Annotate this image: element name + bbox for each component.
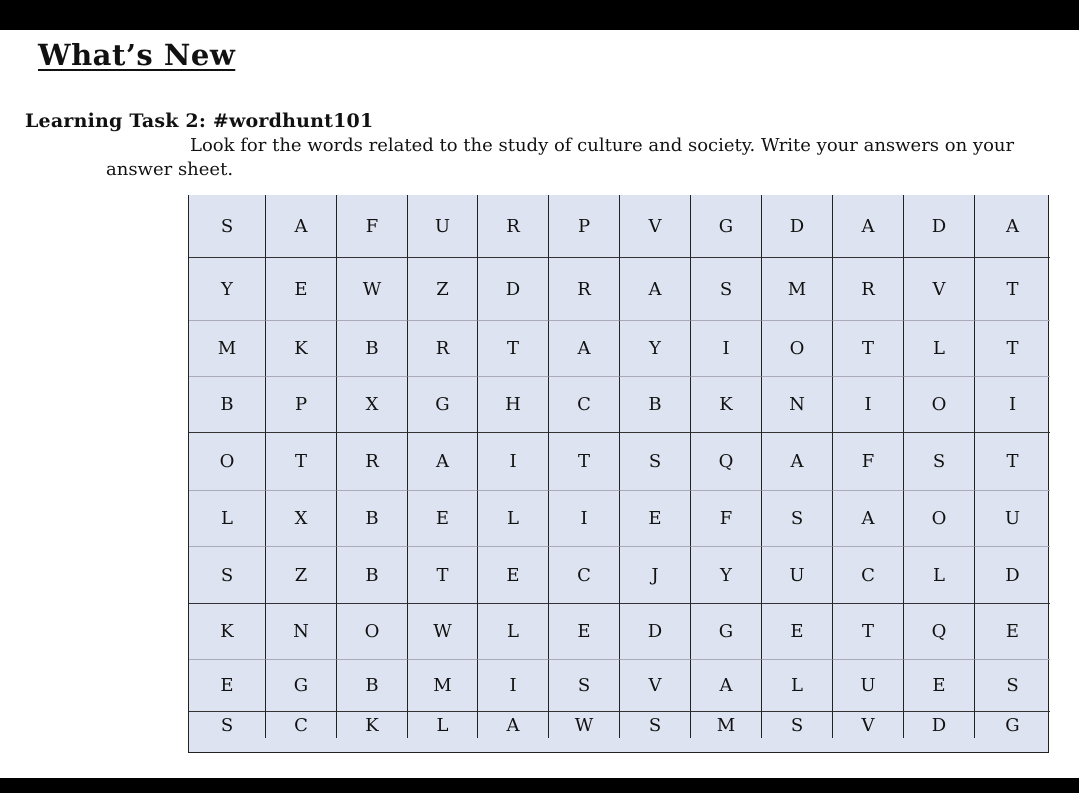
grid-cell: O bbox=[189, 433, 266, 491]
grid-cell: T bbox=[478, 321, 549, 377]
grid-cell: I bbox=[833, 377, 904, 433]
grid-cell: W bbox=[549, 712, 620, 738]
grid-cell: V bbox=[833, 712, 904, 738]
grid-cell: I bbox=[975, 377, 1050, 433]
grid-cell: M bbox=[189, 321, 266, 377]
grid-cell: U bbox=[408, 195, 478, 258]
grid-cell: Y bbox=[189, 258, 266, 321]
grid-cell: E bbox=[266, 258, 337, 321]
grid-cell: R bbox=[408, 321, 478, 377]
grid-cell: T bbox=[408, 547, 478, 604]
grid-cell: D bbox=[478, 258, 549, 321]
grid-cell: Q bbox=[904, 604, 975, 660]
grid-cell: R bbox=[833, 258, 904, 321]
grid-cell: S bbox=[904, 433, 975, 491]
grid-cell: B bbox=[189, 377, 266, 433]
grid-cell: M bbox=[762, 258, 833, 321]
grid-cell: E bbox=[762, 604, 833, 660]
grid-cell: L bbox=[478, 491, 549, 547]
grid-cell: D bbox=[975, 547, 1050, 604]
grid-cell: B bbox=[337, 547, 408, 604]
grid-cell: X bbox=[266, 491, 337, 547]
grid-cell: A bbox=[408, 433, 478, 491]
grid-cell: Z bbox=[408, 258, 478, 321]
grid-cell: D bbox=[762, 195, 833, 258]
grid-cell: D bbox=[904, 195, 975, 258]
grid-cell: U bbox=[975, 491, 1050, 547]
grid-cell: C bbox=[833, 547, 904, 604]
grid-cell: L bbox=[408, 712, 478, 738]
grid-cell: T bbox=[833, 321, 904, 377]
grid-cell: U bbox=[833, 660, 904, 712]
grid-cell: E bbox=[189, 660, 266, 712]
grid-cell: K bbox=[189, 604, 266, 660]
grid-cell: A bbox=[975, 195, 1050, 258]
grid-cell: A bbox=[762, 433, 833, 491]
grid-cell: Y bbox=[620, 321, 691, 377]
grid-cell: R bbox=[549, 258, 620, 321]
grid-cell: A bbox=[266, 195, 337, 258]
grid-cell: S bbox=[620, 712, 691, 738]
grid-cell: G bbox=[691, 604, 762, 660]
grid-cell: E bbox=[975, 604, 1050, 660]
grid-cell: M bbox=[408, 660, 478, 712]
grid-cell: E bbox=[620, 491, 691, 547]
grid-cell: C bbox=[549, 377, 620, 433]
grid-cell: W bbox=[408, 604, 478, 660]
grid-cell: T bbox=[833, 604, 904, 660]
grid-cell: P bbox=[266, 377, 337, 433]
grid-cell: O bbox=[904, 377, 975, 433]
grid-cell: V bbox=[904, 258, 975, 321]
grid-cell: N bbox=[762, 377, 833, 433]
grid-cell: E bbox=[904, 660, 975, 712]
grid-cell: S bbox=[691, 258, 762, 321]
grid-cell: W bbox=[337, 258, 408, 321]
grid-cell: O bbox=[762, 321, 833, 377]
grid-cell: T bbox=[975, 433, 1050, 491]
grid-cell: R bbox=[478, 195, 549, 258]
grid-cell: S bbox=[762, 491, 833, 547]
grid-cell: H bbox=[478, 377, 549, 433]
grid-cell: T bbox=[975, 258, 1050, 321]
grid-cell: X bbox=[337, 377, 408, 433]
task-title: Learning Task 2: #wordhunt101 bbox=[25, 110, 374, 132]
grid-cell: K bbox=[691, 377, 762, 433]
top-black-bar bbox=[0, 0, 1079, 30]
grid-cell: E bbox=[549, 604, 620, 660]
grid-cell: G bbox=[1005, 714, 1020, 736]
grid-cell: K bbox=[266, 321, 337, 377]
grid-cell: G bbox=[691, 195, 762, 258]
grid-cell: L bbox=[478, 604, 549, 660]
grid-cell: C bbox=[266, 712, 337, 738]
grid-cell: I bbox=[478, 660, 549, 712]
instructions-text: Look for the words related to the study of culture and society. Write your answers on your answer sheet. bbox=[106, 135, 1015, 180]
grid-cell: A bbox=[691, 660, 762, 712]
grid-cell: M bbox=[691, 712, 762, 738]
grid-cell: N bbox=[266, 604, 337, 660]
grid-cell: G bbox=[266, 660, 337, 712]
grid-cell: E bbox=[478, 547, 549, 604]
grid-cell: S bbox=[975, 660, 1050, 712]
grid-cell: F bbox=[337, 195, 408, 258]
grid-cell: V bbox=[620, 195, 691, 258]
grid-cell: F bbox=[691, 491, 762, 547]
grid-cell: U bbox=[762, 547, 833, 604]
grid-cell: Q bbox=[691, 433, 762, 491]
grid-cell: D bbox=[620, 604, 691, 660]
grid-cell: I bbox=[691, 321, 762, 377]
grid-cell: C bbox=[549, 547, 620, 604]
grid-cell: Y bbox=[691, 547, 762, 604]
grid-cell: L bbox=[904, 547, 975, 604]
grid-cell: S bbox=[189, 712, 266, 738]
grid-cell: S bbox=[620, 433, 691, 491]
word-search-grid bbox=[188, 195, 1049, 753]
grid-cell: B bbox=[620, 377, 691, 433]
grid-cell: L bbox=[762, 660, 833, 712]
grid-cell: I bbox=[478, 433, 549, 491]
grid-cell: A bbox=[833, 195, 904, 258]
grid-cell: P bbox=[549, 195, 620, 258]
grid-cell: S bbox=[189, 547, 266, 604]
grid-cell: S bbox=[549, 660, 620, 712]
grid-cell: L bbox=[189, 491, 266, 547]
grid-cell: E bbox=[408, 491, 478, 547]
grid-cell: S bbox=[762, 712, 833, 738]
grid-cell: V bbox=[620, 660, 691, 712]
grid-cell: B bbox=[337, 660, 408, 712]
grid-cell: L bbox=[904, 321, 975, 377]
grid-cell: A bbox=[549, 321, 620, 377]
grid-cell: J bbox=[620, 547, 691, 604]
grid-cell: A bbox=[620, 258, 691, 321]
grid-cell: A bbox=[478, 712, 549, 738]
grid-cell: D bbox=[904, 712, 975, 738]
grid-cell: O bbox=[337, 604, 408, 660]
grid-cell: T bbox=[266, 433, 337, 491]
grid-cell: Z bbox=[266, 547, 337, 604]
section-heading: What’s New bbox=[38, 38, 236, 72]
grid-cell: O bbox=[904, 491, 975, 547]
grid-cell: B bbox=[337, 321, 408, 377]
grid-cell: T bbox=[975, 321, 1050, 377]
grid-cell: S bbox=[189, 195, 266, 258]
grid-cell: B bbox=[337, 491, 408, 547]
grid-cell: F bbox=[833, 433, 904, 491]
grid-cell: I bbox=[549, 491, 620, 547]
bottom-black-bar bbox=[0, 778, 1079, 793]
grid-cell: R bbox=[337, 433, 408, 491]
grid-cell: G bbox=[408, 377, 478, 433]
grid-cell: K bbox=[337, 712, 408, 738]
grid-cell: A bbox=[833, 491, 904, 547]
grid-cell: T bbox=[549, 433, 620, 491]
